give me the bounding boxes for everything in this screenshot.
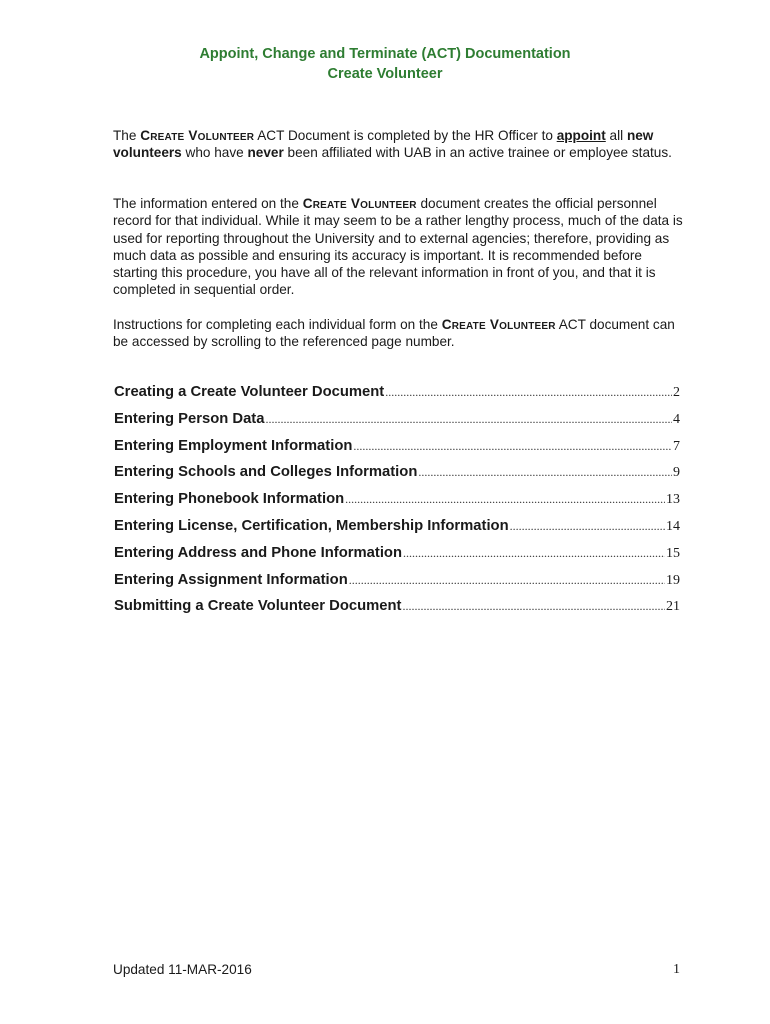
- toc-entry-assignment[interactable]: [114, 572, 680, 599]
- document-title: [0, 44, 770, 84]
- p3-text-a: Instructions for completing each individual form on the: [113, 317, 442, 332]
- toc-label[interactable]: Creating a Create Volunteer Document: [114, 384, 385, 400]
- toc-entry-person-data[interactable]: [114, 411, 680, 438]
- toc-leader-dots: [510, 519, 665, 534]
- p1-text-b: ACT Document is completed by the HR Officer to: [254, 128, 557, 143]
- toc-page-number[interactable]: 9: [673, 465, 680, 481]
- toc-label[interactable]: Entering Person Data: [114, 410, 265, 427]
- toc-label[interactable]: Entering Employment Information: [114, 437, 353, 454]
- toc-leader-dots: [403, 546, 665, 561]
- p1-appoint: appoint: [556, 128, 606, 143]
- toc-leader-dots: [349, 573, 665, 588]
- toc-page-number[interactable]: 2: [673, 385, 680, 400]
- footer-page-number: 1: [673, 962, 680, 977]
- toc-page-number[interactable]: 14: [666, 518, 680, 534]
- p3-create-volunteer: Create Volunteer: [441, 317, 556, 332]
- toc-leader-dots: [345, 492, 665, 507]
- p1-never: never: [247, 145, 284, 161]
- intro-paragraph-3: [113, 316, 683, 351]
- intro-paragraph-2: [113, 195, 683, 299]
- toc-label[interactable]: Entering Schools and Colleges Information: [114, 464, 418, 481]
- toc-entry-creating-document[interactable]: [114, 384, 680, 411]
- title-line-1: Appoint, Change and Terminate (ACT) Documentation: [199, 46, 571, 62]
- p1-text-d: who have: [181, 145, 248, 161]
- p2-text-a: The information entered on the: [113, 196, 303, 211]
- toc-leader-dots: [418, 465, 672, 480]
- toc-label[interactable]: Entering Assignment Information: [114, 571, 348, 588]
- toc-entry-phonebook[interactable]: [114, 491, 680, 518]
- toc-leader-dots: [385, 385, 672, 400]
- p1-new-volunteers: new volunteers: [113, 128, 654, 161]
- toc-page-number[interactable]: 15: [666, 545, 680, 561]
- p2-create-volunteer: Create Volunteer: [302, 196, 417, 211]
- toc-leader-dots: [353, 439, 672, 454]
- title-line-2: Create Volunteer: [327, 66, 443, 82]
- toc-entry-submitting[interactable]: [114, 598, 680, 625]
- toc-leader-dots: [402, 599, 665, 614]
- toc-entry-license-certification[interactable]: [114, 518, 680, 545]
- toc-label[interactable]: Entering License, Certification, Membership Information: [114, 517, 509, 534]
- p1-text-a: The: [113, 128, 141, 143]
- p1-text-c: all: [605, 128, 627, 143]
- p1-create-volunteer: Create Volunteer: [140, 128, 255, 143]
- toc-page-number[interactable]: 21: [666, 599, 680, 615]
- toc-label[interactable]: Entering Phonebook Information: [114, 491, 345, 508]
- toc-entry-address-phone[interactable]: [114, 545, 680, 572]
- p1-text-e: been affiliated with UAB in an active trainee or employee status.: [283, 145, 672, 161]
- toc-entry-schools-colleges[interactable]: [114, 464, 680, 491]
- toc-entry-employment[interactable]: [114, 438, 680, 465]
- intro-paragraph-1: [113, 127, 683, 162]
- p2-text-b: document creates the official personnel record for that individual. While it may seem to be a rather lengthy process, much of the data is used for reporting throughout the University and to external agencies; therefore, providing as much data as possible and ensuring its accuracy is important. It is recommended before starting this procedure, you have all of the relevant information in front of you, and that it is completed in sequential order.: [113, 196, 683, 298]
- toc-page-number[interactable]: 4: [673, 411, 680, 427]
- table-of-contents: [114, 384, 680, 625]
- footer-updated-date: Updated 11-MAR-2016: [113, 962, 252, 977]
- toc-page-number[interactable]: 19: [666, 572, 680, 588]
- toc-leader-dots: [265, 412, 672, 427]
- toc-label[interactable]: Entering Address and Phone Information: [114, 544, 403, 561]
- toc-label[interactable]: Submitting a Create Volunteer Document: [114, 598, 402, 615]
- p3-text-b: ACT document can be accessed by scrolling to the referenced page number.: [113, 317, 675, 350]
- toc-page-number[interactable]: 13: [666, 492, 680, 508]
- toc-page-number[interactable]: 7: [673, 438, 680, 454]
